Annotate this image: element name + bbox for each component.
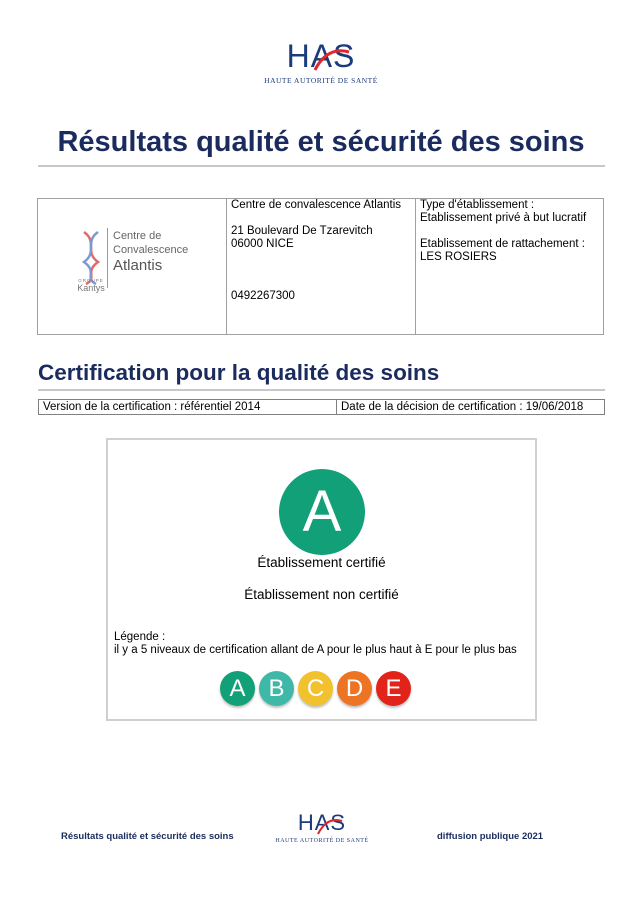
type-label: Type d'établissement : xyxy=(420,199,535,211)
has-logo-mark: HAS xyxy=(287,40,356,72)
footer-has-swoosh-icon xyxy=(298,812,354,838)
grade-scale xyxy=(220,671,411,706)
footer-has-logo xyxy=(268,812,376,844)
status-certified: Établissement certifié xyxy=(257,555,386,570)
establishment-info-table xyxy=(37,198,604,335)
grade-b-badge: B xyxy=(259,671,294,706)
certification-title: Certification pour la qualité des soins xyxy=(38,360,440,385)
has-logo xyxy=(251,40,391,85)
has-logo-subtitle: HAUTE AUTORITÉ DE SANTÉ xyxy=(264,76,378,85)
certification-result-box xyxy=(106,438,537,721)
title-divider xyxy=(38,165,605,167)
address-line1: 21 Boulevard De Tzarevitch xyxy=(231,225,373,237)
phone-number: 0492267300 xyxy=(231,290,295,302)
address-line2: 06000 NICE xyxy=(231,238,294,250)
legend-text: il y a 5 niveaux de certification allant de A pour le plus haut à E pour le plus bas xyxy=(114,644,517,656)
atlantis-logo xyxy=(78,228,188,291)
footer-has-logo-subtitle: HAUTE AUTORITÉ DE SANTÉ xyxy=(275,838,369,844)
certification-divider xyxy=(38,389,605,391)
certification-grade-badge: A xyxy=(279,469,365,555)
status-not-certified: Établissement non certifié xyxy=(244,587,399,602)
certification-decision-date: Date de la décision de certification : 19/06/2018 xyxy=(341,401,584,413)
grade-e-badge: E xyxy=(376,671,411,706)
footer-has-logo-mark: HAS xyxy=(298,812,346,834)
grade-a-badge: A xyxy=(220,671,255,706)
parent-label: Etablissement de rattachement : xyxy=(420,238,585,250)
legend xyxy=(114,631,524,657)
legend-title: Légende : xyxy=(114,631,166,643)
grade-d-badge: D xyxy=(337,671,372,706)
footer-diffusion: diffusion publique 2021 xyxy=(437,831,544,842)
certification-version: Version de la certification : référentiel 2014 xyxy=(39,400,337,414)
atlantis-logo-text: Centre de Convalescence Atlantis xyxy=(113,230,189,274)
parent-value: LES ROSIERS xyxy=(420,251,497,263)
certification-info-row xyxy=(38,399,605,415)
type-value: Etablissement privé à but lucratif xyxy=(420,212,587,224)
establishment-logo-cell xyxy=(38,199,227,334)
page-title: Résultats qualité et sécurité des soins xyxy=(57,126,585,158)
establishment-type-cell xyxy=(416,199,603,334)
has-swoosh-icon xyxy=(287,40,367,76)
establishment-address-cell xyxy=(227,199,416,334)
kantys-group-label: GROUPE Kantys xyxy=(77,278,105,293)
grade-c-badge: C xyxy=(298,671,333,706)
establishment-name: Centre de convalescence Atlantis xyxy=(231,199,402,211)
footer-title: Résultats qualité et sécurité des soins xyxy=(61,831,234,842)
